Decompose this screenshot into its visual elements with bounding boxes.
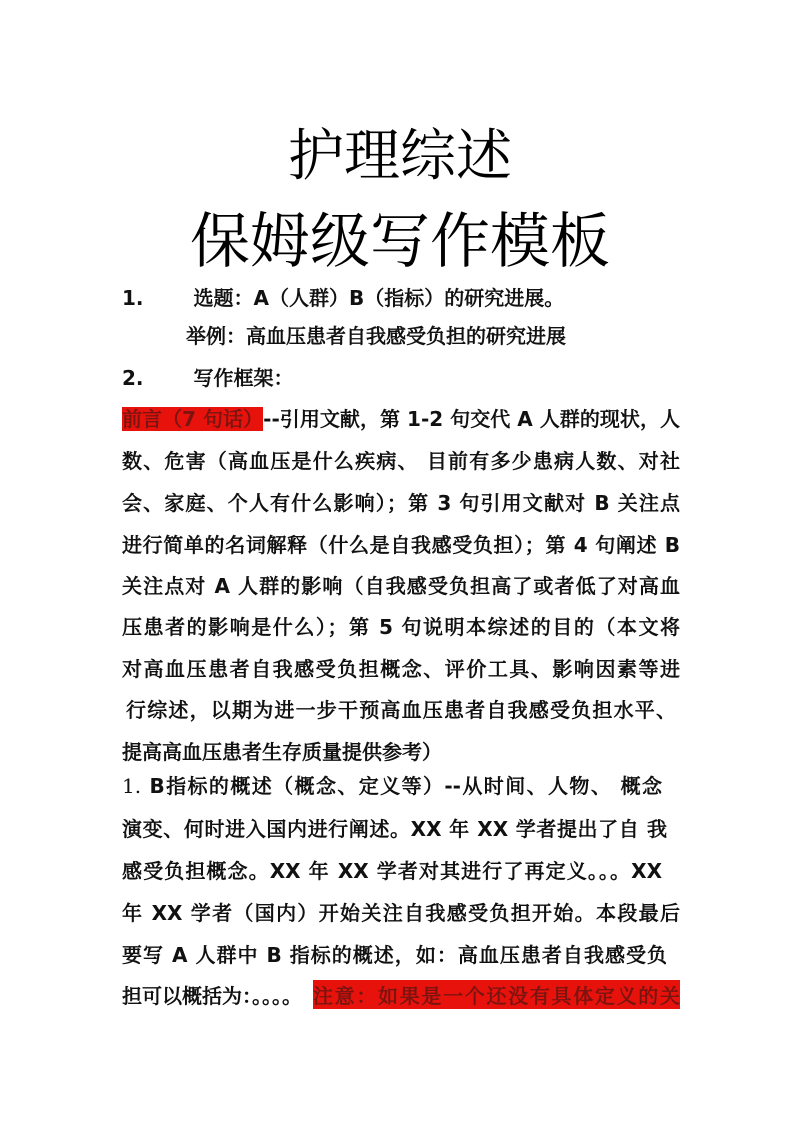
section1-line: 要写 A 人群中 B 指标的概述，如：高血压患者自我感受负: [122, 943, 667, 967]
item-number: 2.: [122, 366, 144, 390]
intro-line: 行综述，以期为进一步干预高血压患者自我感受负担水平、: [126, 698, 676, 722]
section1-line: [122, 770, 662, 799]
item-text: 选题：A（人群）B（指标）的研究进展。: [193, 286, 565, 310]
intro-line: 会、家庭、个人有什么影响）；第 3 句引用文献对 B 关注点: [122, 491, 680, 515]
section1-line: 年 XX 学者（国内）开始关注自我感受负担开始。本段最后: [122, 901, 680, 925]
item-example: 举例：高血压患者自我感受负担的研究进展: [186, 324, 566, 348]
intro-line: 数、危害（高血压是什么疾病、 目前有多少患病人数、对社: [122, 449, 680, 473]
intro-line: 压患者的影响是什么）；第 5 句说明本综述的目的（本文将: [122, 615, 680, 639]
title-line-2: 保姆级写作模板: [190, 207, 610, 277]
intro-highlight: 前言（7 句话）: [122, 407, 264, 431]
intro-text: --引用文献，第 1-2 句交代 A 人群的现状，人: [263, 407, 680, 431]
item-framework: [122, 362, 680, 391]
section-number: 1.: [122, 774, 142, 798]
intro-line: 关注点对 A 人群的影响（自我感受负担高了或者低了对高血: [122, 574, 680, 598]
section1-text: B指标的概述（概念、定义等）--从时间、人物、 概念: [149, 774, 662, 798]
intro-line: 提高高血压患者生存质量提供参考）: [122, 740, 442, 764]
item-number: 1.: [122, 286, 144, 310]
item-topic: [122, 282, 680, 311]
intro-line: 进行简单的名词解释（什么是自我感受负担）；第 4 句阐述 B: [122, 533, 680, 557]
section1-line: 演变、何时进入国内进行阐述。XX 年 XX 学者提出了自 我: [122, 817, 667, 841]
section1-line: 感受负担概念。XX 年 XX 学者对其进行了再定义。。。XX: [122, 859, 662, 883]
section1-text: 担可以概括为：。。。。: [122, 984, 302, 1008]
intro-line: 对高血压患者自我感受负担概念、评价工具、影响因素等进: [122, 657, 680, 681]
title-line-1: 护理综述: [288, 124, 512, 189]
item-text: 写作框架：: [193, 366, 294, 390]
intro-line: [122, 403, 680, 432]
note-highlight: 注意：如果是一个还没有具体定义的关: [313, 980, 680, 1009]
section1-line: [122, 980, 680, 1009]
